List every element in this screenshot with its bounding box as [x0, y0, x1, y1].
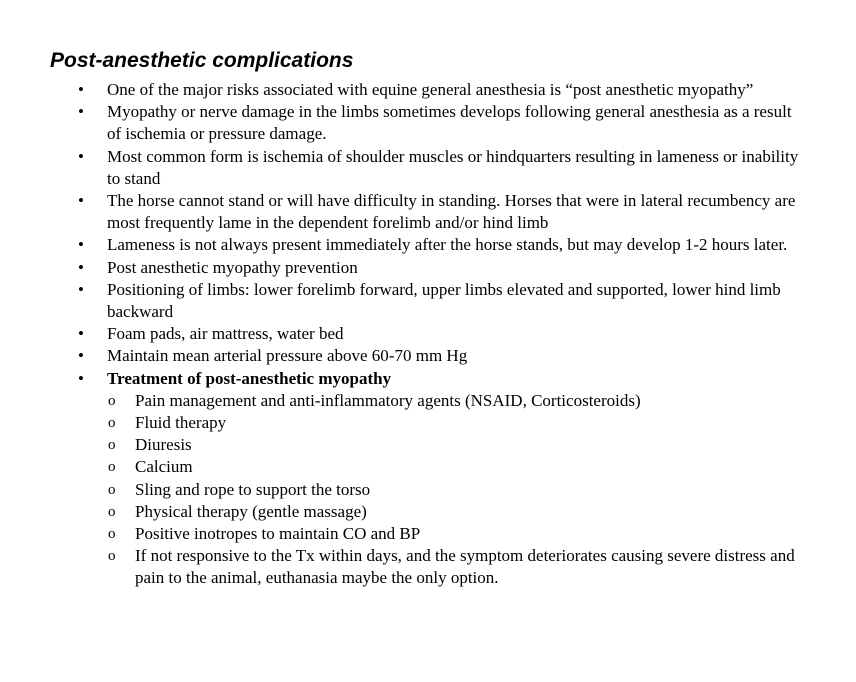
sub-list-item: [0, 479, 815, 501]
bullet-icon: •: [78, 191, 84, 211]
list-item: [0, 257, 807, 279]
list-item: [0, 79, 807, 101]
list-item-text: Post anesthetic myopathy prevention: [107, 257, 358, 277]
document-body: [0, 79, 856, 590]
bullet-icon: •: [78, 235, 84, 255]
list-item-treatment: [0, 368, 807, 390]
list-item: [0, 101, 807, 145]
list-item-text: Foam pads, air mattress, water bed: [107, 324, 344, 344]
sub-list-item-text: Physical therapy (gentle massage): [135, 501, 367, 521]
circle-bullet-icon: o: [108, 437, 116, 454]
bullet-icon: •: [78, 80, 84, 99]
list-item: [0, 345, 807, 367]
circle-bullet-icon: o: [108, 526, 116, 543]
sub-list-item: [0, 456, 815, 478]
list-item-text: Treatment of post-anesthetic myopathy: [107, 368, 392, 388]
circle-bullet-icon: o: [108, 481, 116, 498]
circle-bullet-icon: o: [108, 459, 116, 476]
list-item: [0, 279, 807, 323]
list-item-text: Positioning of limbs: lower forelimb forward, upper limbs elevated and supported, lower hind limb backward: [107, 279, 781, 322]
bullet-icon: •: [78, 368, 84, 388]
bullet-icon: •: [78, 346, 84, 366]
circle-bullet-icon: o: [108, 548, 116, 565]
list-item-text: The horse cannot stand or will have difficulty in standing. Horses that were in lateral recumbency are most frequently lame in the dependent forelimb and/or hind limb: [107, 191, 796, 233]
bullet-icon: •: [78, 146, 84, 166]
sub-list-item-text: If not responsive to the Tx within days, and the symptom deteriorates causing severe distress and pain to the animal, euthanasia maybe the only option.: [135, 546, 795, 588]
treatment-sublist: [0, 390, 856, 590]
list-item: [0, 146, 807, 190]
sub-list-item-text: Diuresis: [135, 435, 192, 455]
bullet-icon: •: [78, 102, 84, 122]
list-item-text: One of the major risks associated with equine general anesthesia is “post anesthetic myopathy”: [107, 80, 754, 99]
bullet-icon: •: [78, 257, 84, 277]
sub-list-item: [0, 390, 815, 412]
list-item-text: Most common form is ischemia of shoulder muscles or hindquarters resulting in lameness or inability to stand: [107, 146, 799, 188]
sub-list-item-text: Sling and rope to support the torso: [135, 479, 371, 499]
list-item-text: Lameness is not always present immediately after the horse stands, but may develop 1-2 hours later.: [107, 235, 788, 255]
list-item-text: Maintain mean arterial pressure above 60-70 mm Hg: [107, 346, 468, 366]
sub-list-item-text: Fluid therapy: [135, 413, 227, 433]
bullet-list: [0, 79, 856, 390]
sub-list-item: [0, 523, 815, 545]
section-heading: Post-anesthetic complications: [50, 49, 354, 72]
sub-list-item-text: Positive inotropes to maintain CO and BP: [135, 524, 421, 544]
circle-bullet-icon: o: [108, 392, 116, 409]
circle-bullet-icon: o: [108, 503, 116, 520]
sub-list-item: [0, 545, 815, 589]
list-item: [0, 234, 807, 256]
list-item: [0, 190, 807, 234]
bullet-icon: •: [78, 324, 84, 344]
list-item-text: Myopathy or nerve damage in the limbs sometimes develops following general anesthesia as a result of ischemia or pressure damage.: [107, 102, 792, 144]
list-item: [0, 323, 807, 345]
bullet-icon: •: [78, 279, 84, 299]
sub-list-item-text: Pain management and anti-inflammatory agents (NSAID, Corticosteroids): [135, 390, 641, 410]
circle-bullet-icon: o: [108, 415, 116, 432]
sub-list-item-text: Calcium: [135, 457, 193, 477]
sub-list-item: [0, 412, 815, 434]
sub-list-item: [0, 434, 815, 456]
sub-list-item: [0, 501, 815, 523]
